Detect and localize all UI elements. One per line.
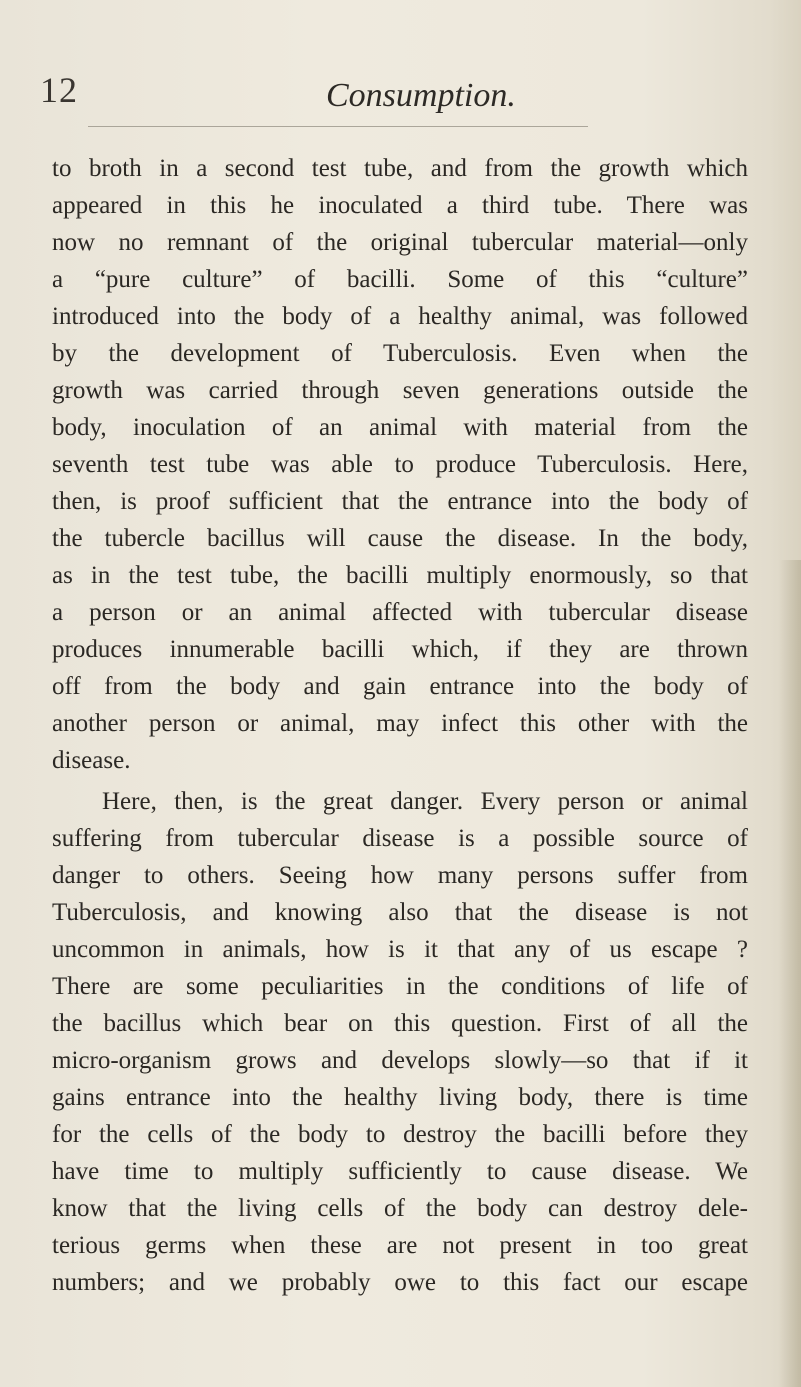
text-line: off from the body and gain entrance into the body of [52, 673, 748, 700]
text-line: Here, then, is the great danger. Every person or animal [102, 788, 748, 815]
text-line: disease. [52, 747, 131, 774]
text-line: by the development of Tuberculosis. Even when the [52, 340, 748, 367]
text-line: body, inoculation of an animal with material from the [52, 414, 748, 441]
text-line: gains entrance into the healthy living body, there is time [52, 1084, 748, 1111]
text-line: a “pure culture” of bacilli. Some of this “culture” [52, 266, 748, 293]
text-line: micro-organism grows and develops slowly—so that if it [52, 1047, 748, 1074]
text-line: appeared in this he inoculated a third tube. There was [52, 192, 748, 219]
header-rule [88, 126, 588, 127]
text-line: There are some peculiarities in the conditions of life of [52, 973, 748, 1000]
text-line: the bacillus which bear on this question. First of all the [52, 1010, 748, 1037]
text-line: now no remnant of the original tubercular material—only [52, 229, 748, 256]
text-line: as in the test tube, the bacilli multiply enormously, so that [52, 562, 748, 589]
text-line: suffering from tubercular disease is a possible source of [52, 825, 748, 852]
text-line: for the cells of the body to destroy the bacilli before they [52, 1121, 748, 1148]
text-line: then, is proof sufficient that the entrance into the body of [52, 488, 748, 515]
paragraph-2 [52, 783, 748, 1301]
paragraph-1 [52, 150, 748, 779]
text-line: know that the living cells of the body can destroy dele- [52, 1195, 748, 1222]
text-line: to broth in a second test tube, and from the growth which [52, 155, 748, 182]
text-line: another person or animal, may infect this other with the [52, 710, 748, 737]
text-line: danger to others. Seeing how many persons suffer from [52, 862, 748, 889]
text-line: the tubercle bacillus will cause the disease. In the body, [52, 525, 748, 552]
page-number: 12 [40, 70, 78, 110]
text-line: seventh test tube was able to produce Tuberculosis. Here, [52, 451, 748, 478]
text-line: produces innumerable bacilli which, if they are thrown [52, 636, 748, 663]
text-line: uncommon in animals, how is it that any of us escape ? [52, 936, 748, 963]
text-line: terious germs when these are not present in too great [52, 1232, 748, 1259]
body-text [52, 150, 748, 1301]
text-line: have time to multiply sufficiently to cause disease. We [52, 1158, 748, 1185]
page-edge-shadow [779, 560, 801, 1387]
text-line: Tuberculosis, and knowing also that the disease is not [52, 899, 748, 926]
text-line: introduced into the body of a healthy animal, was followed [52, 303, 748, 330]
text-line: a person or an animal affected with tubercular disease [52, 599, 748, 626]
text-line: numbers; and we probably owe to this fact our escape [52, 1269, 748, 1296]
running-title: Consumption. [326, 77, 516, 114]
text-line: growth was carried through seven generations outside the [52, 377, 748, 404]
